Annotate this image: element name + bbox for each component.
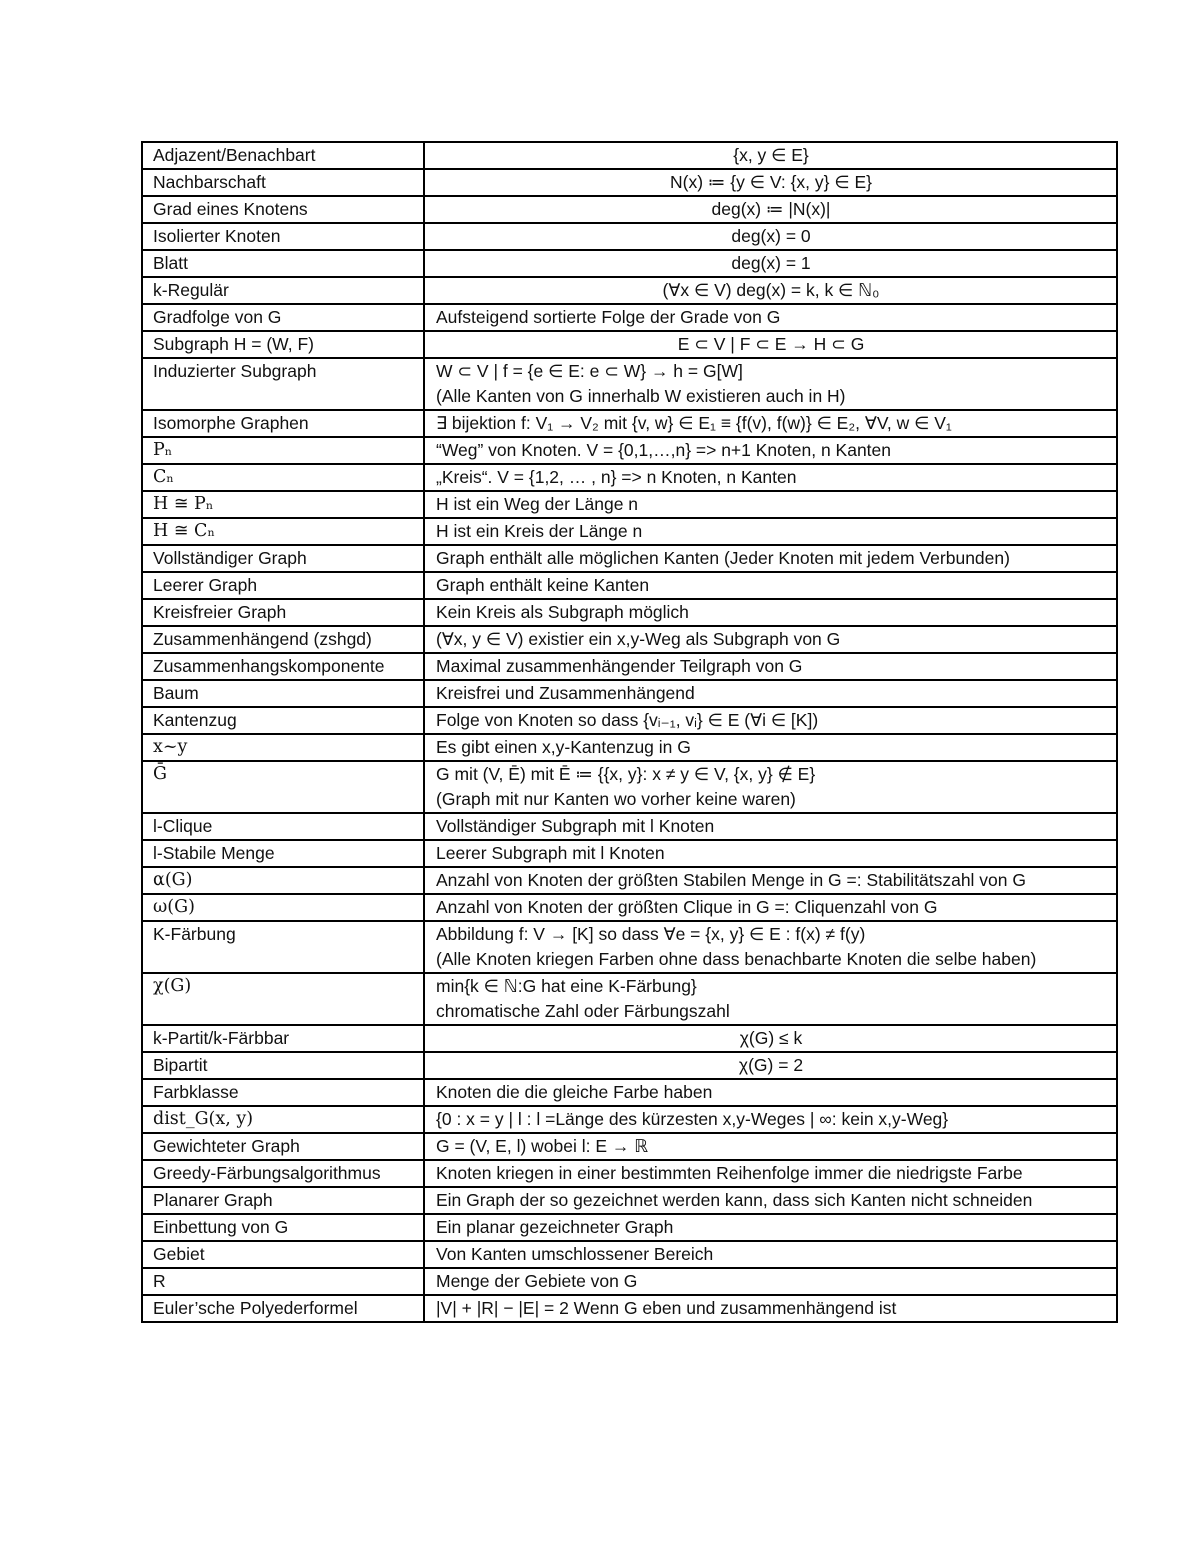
term-cell: Isomorphe Graphen bbox=[142, 410, 424, 437]
definition-cell: Graph enthält keine Kanten bbox=[424, 572, 1117, 599]
table-row bbox=[142, 680, 1117, 707]
definition-cell: deg(x) = 1 bbox=[424, 250, 1117, 277]
term-cell: Farbklasse bbox=[142, 1079, 424, 1106]
definition-cell: Maximal zusammenhängender Teilgraph von G bbox=[424, 653, 1117, 680]
term-cell: Induzierter Subgraph bbox=[142, 358, 424, 410]
table-row bbox=[142, 1025, 1117, 1052]
table-row bbox=[142, 277, 1117, 304]
definition-cell: Von Kanten umschlossener Bereich bbox=[424, 1241, 1117, 1268]
table-row bbox=[142, 734, 1117, 761]
definition-cell: Aufsteigend sortierte Folge der Grade von G bbox=[424, 304, 1117, 331]
term-cell: Isolierter Knoten bbox=[142, 223, 424, 250]
term-cell: Zusammenhangskomponente bbox=[142, 653, 424, 680]
definition-cell: H ist ein Kreis der Länge n bbox=[424, 518, 1117, 545]
definition-cell: Anzahl von Knoten der größten Stabilen Menge in G =: Stabilitätszahl von G bbox=[424, 867, 1117, 894]
definition-cell: min{k ∈ ℕ:G hat eine K-Färbung} chromatische Zahl oder Färbungszahl bbox=[424, 973, 1117, 1025]
definition-cell: E ⊂ V | F ⊂ E → H ⊂ G bbox=[424, 331, 1117, 358]
term-cell: Leerer Graph bbox=[142, 572, 424, 599]
term-cell: Pₙ bbox=[142, 437, 424, 464]
term-cell: Grad eines Knotens bbox=[142, 196, 424, 223]
definition-cell: χ(G) = 2 bbox=[424, 1052, 1117, 1079]
table-row bbox=[142, 894, 1117, 921]
term-cell: α(G) bbox=[142, 867, 424, 894]
definition-cell: Ein planar gezeichneter Graph bbox=[424, 1214, 1117, 1241]
definition-cell: {x, y ∈ E} bbox=[424, 142, 1117, 169]
definition-cell: χ(G) ≤ k bbox=[424, 1025, 1117, 1052]
table-row bbox=[142, 1079, 1117, 1106]
table-row bbox=[142, 921, 1117, 973]
table-row bbox=[142, 410, 1117, 437]
term-cell: Subgraph H = (W, F) bbox=[142, 331, 424, 358]
term-cell: Blatt bbox=[142, 250, 424, 277]
table-row bbox=[142, 1160, 1117, 1187]
definition-cell: ∃ bijektion f: V₁ → V₂ mit {v, w} ∈ E₁ ≡ {f(v), f(w)} ∈ E₂, ∀V, w ∈ V₁ bbox=[424, 410, 1117, 437]
definition-cell: Leerer Subgraph mit l Knoten bbox=[424, 840, 1117, 867]
term-cell: Adjazent/Benachbart bbox=[142, 142, 424, 169]
definition-cell: Folge von Knoten so dass {vᵢ₋₁, vᵢ} ∈ E (∀i ∈ [K]) bbox=[424, 707, 1117, 734]
table-row bbox=[142, 840, 1117, 867]
definition-cell: Kein Kreis als Subgraph möglich bbox=[424, 599, 1117, 626]
table-row bbox=[142, 250, 1117, 277]
definition-cell: Vollständiger Subgraph mit l Knoten bbox=[424, 813, 1117, 840]
definition-cell: Ein Graph der so gezeichnet werden kann, dass sich Kanten nicht schneiden bbox=[424, 1187, 1117, 1214]
term-cell: Baum bbox=[142, 680, 424, 707]
term-cell: Greedy-Färbungsalgorithmus bbox=[142, 1160, 424, 1187]
definition-cell: Anzahl von Knoten der größten Clique in G =: Cliquenzahl von G bbox=[424, 894, 1117, 921]
table-row bbox=[142, 1106, 1117, 1133]
term-cell: Gebiet bbox=[142, 1241, 424, 1268]
term-cell: Bipartit bbox=[142, 1052, 424, 1079]
table-row bbox=[142, 1187, 1117, 1214]
term-cell: Ḡ bbox=[142, 761, 424, 813]
table-row bbox=[142, 1133, 1117, 1160]
table-row bbox=[142, 599, 1117, 626]
term-cell: Kreisfreier Graph bbox=[142, 599, 424, 626]
table-row bbox=[142, 1295, 1117, 1322]
table-row bbox=[142, 196, 1117, 223]
table-row bbox=[142, 572, 1117, 599]
table-row bbox=[142, 464, 1117, 491]
term-cell: l-Stabile Menge bbox=[142, 840, 424, 867]
table-row bbox=[142, 1052, 1117, 1079]
definition-cell: Graph enthält alle möglichen Kanten (Jeder Knoten mit jedem Verbunden) bbox=[424, 545, 1117, 572]
definitions-body bbox=[142, 142, 1117, 1322]
term-cell: K-Färbung bbox=[142, 921, 424, 973]
definition-cell: Knoten kriegen in einer bestimmten Reihenfolge immer die niedrigste Farbe bbox=[424, 1160, 1117, 1187]
table-row bbox=[142, 331, 1117, 358]
term-cell: Cₙ bbox=[142, 464, 424, 491]
term-cell: χ(G) bbox=[142, 973, 424, 1025]
term-cell: Gewichteter Graph bbox=[142, 1133, 424, 1160]
table-row bbox=[142, 545, 1117, 572]
term-cell: x~y bbox=[142, 734, 424, 761]
term-cell: dist_G(x, y) bbox=[142, 1106, 424, 1133]
definition-cell: H ist ein Weg der Länge n bbox=[424, 491, 1117, 518]
definition-cell: Knoten die die gleiche Farbe haben bbox=[424, 1079, 1117, 1106]
table-row bbox=[142, 1241, 1117, 1268]
definition-cell: Es gibt einen x,y-Kantenzug in G bbox=[424, 734, 1117, 761]
table-row bbox=[142, 973, 1117, 1025]
table-row bbox=[142, 304, 1117, 331]
table-row bbox=[142, 358, 1117, 410]
table-row bbox=[142, 1214, 1117, 1241]
definition-cell: deg(x) = 0 bbox=[424, 223, 1117, 250]
definition-cell: deg(x) ≔ |N(x)| bbox=[424, 196, 1117, 223]
table-row bbox=[142, 491, 1117, 518]
term-cell: Vollständiger Graph bbox=[142, 545, 424, 572]
table-row bbox=[142, 518, 1117, 545]
definition-cell: N(x) ≔ {y ∈ V: {x, y} ∈ E} bbox=[424, 169, 1117, 196]
table-row bbox=[142, 867, 1117, 894]
term-cell: Einbettung von G bbox=[142, 1214, 424, 1241]
table-row bbox=[142, 813, 1117, 840]
definition-cell: (∀x ∈ V) deg(x) = k, k ∈ ℕ₀ bbox=[424, 277, 1117, 304]
table-row bbox=[142, 142, 1117, 169]
definition-cell: G = (V, E, l) wobei l: E → ℝ bbox=[424, 1133, 1117, 1160]
term-cell: l-Clique bbox=[142, 813, 424, 840]
definition-cell: (∀x, y ∈ V) existier ein x,y-Weg als Subgraph von G bbox=[424, 626, 1117, 653]
table-row bbox=[142, 626, 1117, 653]
table-row bbox=[142, 707, 1117, 734]
term-cell: k-Regulär bbox=[142, 277, 424, 304]
definition-cell: G mit (V, Ē) mit Ē ≔ {{x, y}: x ≠ y ∈ V, {x, y} ∉ E} (Graph mit nur Kanten wo vorher keine waren) bbox=[424, 761, 1117, 813]
definition-cell: |V| + |R| − |E| = 2 Wenn G eben und zusammenhängend ist bbox=[424, 1295, 1117, 1322]
term-cell: Euler’sche Polyederformel bbox=[142, 1295, 424, 1322]
term-cell: Kantenzug bbox=[142, 707, 424, 734]
definition-cell: “Weg” von Knoten. V = {0,1,…,n} => n+1 Knoten, n Kanten bbox=[424, 437, 1117, 464]
term-cell: k-Partit/k-Färbbar bbox=[142, 1025, 424, 1052]
definition-cell: {0 : x = y | l : l =Länge des kürzesten x,y-Weges | ∞: kein x,y-Weg} bbox=[424, 1106, 1117, 1133]
definition-cell: „Kreis“. V = {1,2, … , n} => n Knoten, n Kanten bbox=[424, 464, 1117, 491]
term-cell: Gradfolge von G bbox=[142, 304, 424, 331]
table-row bbox=[142, 1268, 1117, 1295]
definitions-sheet bbox=[141, 141, 1116, 1323]
table-row bbox=[142, 437, 1117, 464]
table-row bbox=[142, 761, 1117, 813]
definition-cell: W ⊂ V | f = {e ∈ E: e ⊂ W} → h = G[W] (Alle Kanten von G innerhalb W existieren auch in H) bbox=[424, 358, 1117, 410]
term-cell: Zusammenhängend (zshgd) bbox=[142, 626, 424, 653]
definition-cell: Kreisfrei und Zusammenhängend bbox=[424, 680, 1117, 707]
term-cell: Planarer Graph bbox=[142, 1187, 424, 1214]
definitions-table bbox=[141, 141, 1118, 1323]
table-row bbox=[142, 653, 1117, 680]
term-cell: H ≅ Pₙ bbox=[142, 491, 424, 518]
table-row bbox=[142, 169, 1117, 196]
definition-cell: Abbildung f: V → [K] so dass ∀e = {x, y} ∈ E : f(x) ≠ f(y) (Alle Knoten kriegen Farben ohne dass benachbarte Knoten die selbe haben) bbox=[424, 921, 1117, 973]
term-cell: H ≅ Cₙ bbox=[142, 518, 424, 545]
term-cell: Nachbarschaft bbox=[142, 169, 424, 196]
term-cell: ω(G) bbox=[142, 894, 424, 921]
term-cell: R bbox=[142, 1268, 424, 1295]
definition-cell: Menge der Gebiete von G bbox=[424, 1268, 1117, 1295]
table-row bbox=[142, 223, 1117, 250]
